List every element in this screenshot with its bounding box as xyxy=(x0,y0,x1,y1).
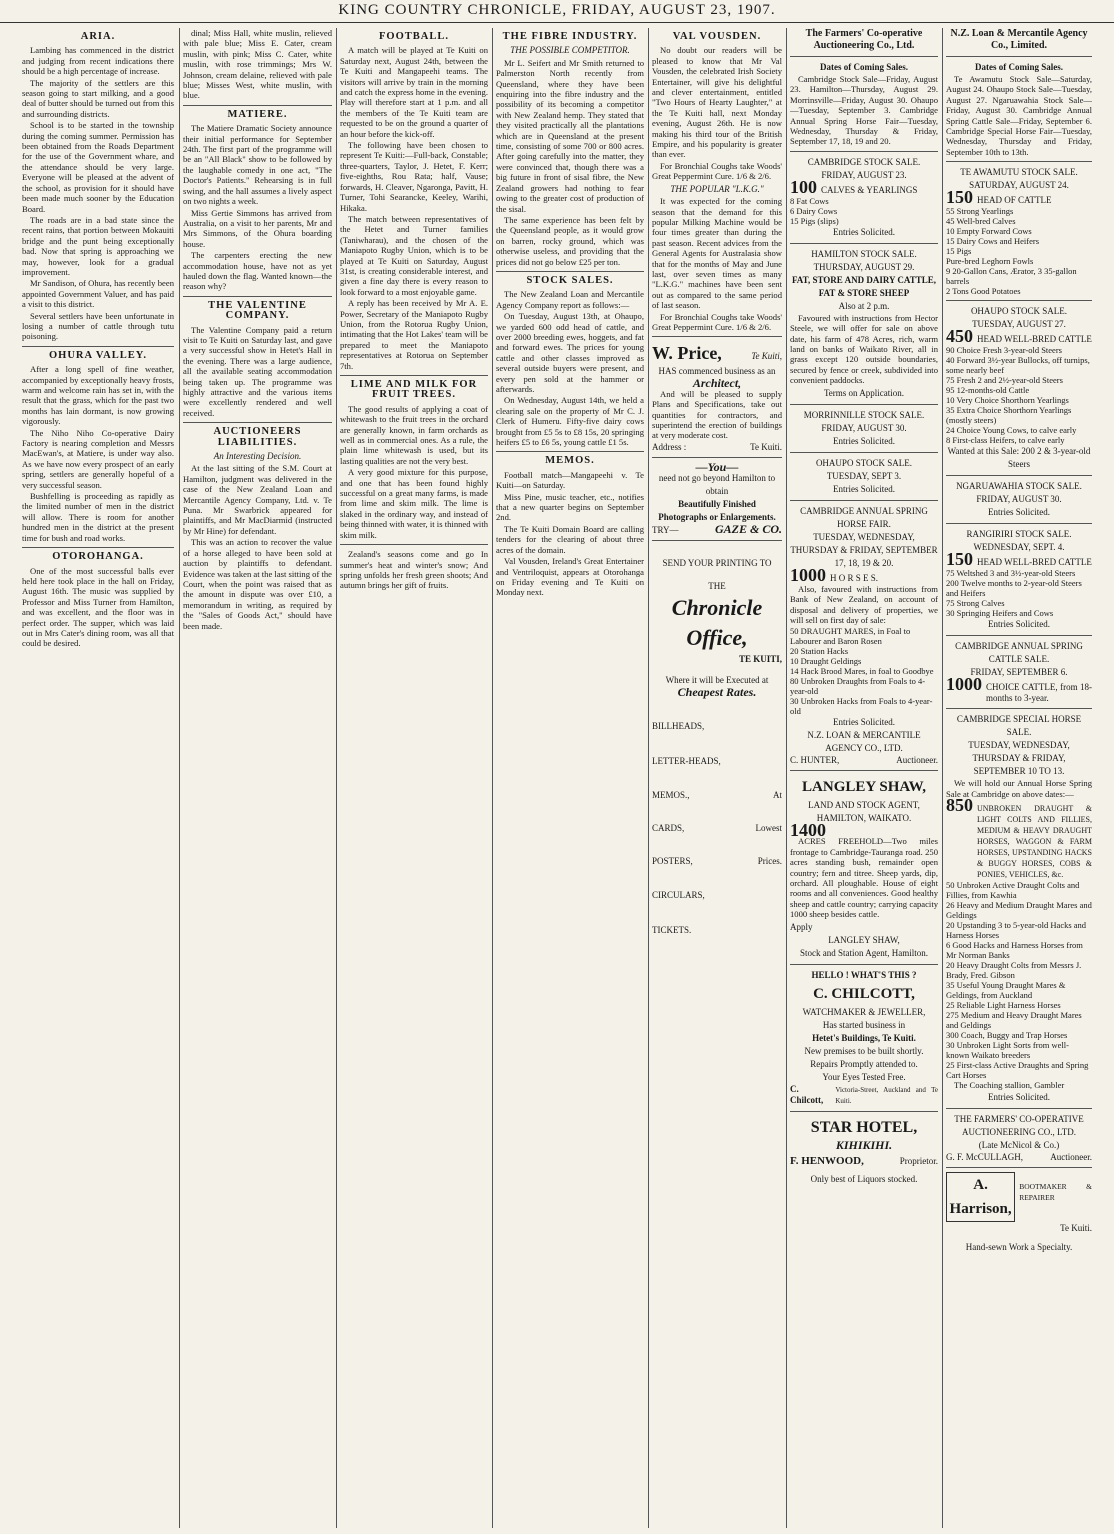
auctioneer-name: C. HUNTER, xyxy=(790,755,840,766)
headline-stock-sales: STOCK SALES. xyxy=(526,274,614,286)
article-paragraph: On Wednesday, August 14th, we held a clearing sale on the property of Mr C. J. Clerk of Humeru. Fifty-five dairy cows brought from £5 5s to £8 15s, 20 springing heifers £5 to £6 5s, young cattle £1 5s. xyxy=(496,395,644,448)
lot-item: 15 Pigs xyxy=(946,246,972,257)
lot-title: CALVES & YEARLINGS xyxy=(821,184,918,195)
headline-aria: ARIA. xyxy=(80,31,116,42)
sale-date: TUESDAY, WEDNESDAY, THURSDAY & FRIDAY, SEPTEMBER 17, 18, 19 & 20. xyxy=(790,531,938,568)
proprietor-title: Proprietor. xyxy=(899,1155,938,1166)
sale-heading: OHAUPO STOCK SALE. xyxy=(970,306,1068,317)
lot-item: 9 20-Gallon Cans, Ærator, 3 35-gallon barrels xyxy=(946,266,1077,287)
lot-item: 10 Very Choice Shorthorn Yearlings xyxy=(946,395,1069,406)
divider xyxy=(790,964,938,965)
lot-item: 35 Useful Young Draught Mares & Geldings, from Auckland xyxy=(946,980,1066,1001)
lot-item: 95 12-months-old Cattle xyxy=(946,385,1030,396)
divider xyxy=(946,475,1092,476)
advert-line: Also at 2 p.m. xyxy=(838,300,890,311)
lot-item: 75 Weltshed 3 and 3½-year-old Steers xyxy=(946,568,1076,579)
auctioneer-title: Auctioneer. xyxy=(896,755,938,766)
lot-item: 300 Coach, Buggy and Trap Horses xyxy=(946,1030,1068,1041)
lot-title: HEAD OF CATTLE xyxy=(977,195,1052,206)
chronicle-advert xyxy=(652,557,782,936)
article-paragraph: One of the most successful balls ever held here took place in the hall on Friday, August 16th. The music was supplied by Professor and Miss Turner from Hamilton, and was excellent, and the floor was in perfect order. The supper, which was laid out in Mrs Cater's dining room, was all that could be desired. xyxy=(22,565,174,649)
lot-title: FAT, STORE AND DAIRY CATTLE, FAT & STORE SHEEP xyxy=(791,274,937,298)
lot-item: Pure-bred Leghorn Fowls xyxy=(946,256,1034,267)
column-rule xyxy=(648,28,649,1528)
headline-val-vousden: VAL VOUSDEN. xyxy=(672,31,762,42)
divider xyxy=(496,271,644,272)
advert-line: —You— xyxy=(695,459,739,474)
article-paragraph: After a long spell of fine weather, accompanied by exceptionally heavy frosts, warm and welcome rain has set in, with the result that the grass, which for the past two months has lain dormant, is now growing vigorously. xyxy=(22,364,174,427)
column-rule xyxy=(942,28,943,1528)
lot-item: 10 Draught Geldings xyxy=(790,656,862,667)
headline-ohura-valley: OHURA VALLEY. xyxy=(48,349,147,361)
advert-item: LETTER-HEADS, xyxy=(652,755,721,766)
advertiser-name: THE FARMERS' CO-OPERATIVE AUCTIONEERING CO., LTD. xyxy=(954,1114,1084,1138)
advert-item: At xyxy=(773,789,782,800)
sale-date: TUESDAY, SEPT 3. xyxy=(826,470,902,481)
lot-item: 75 Strong Calves xyxy=(946,598,1005,609)
divider xyxy=(790,243,938,244)
divider xyxy=(946,523,1092,524)
article-paragraph: This was an action to recover the value of a horse alleged to have been sold at auction by plaintiffs to defendant. Evidence was taken at the last sitting of the Court, when the point was raised that as the amount in dispute was over £10, a memorandum in writing, as required by the "Sales of Goods Act," should have been made. xyxy=(183,537,332,631)
auctioneer-title: Auctioneer. xyxy=(1050,1152,1092,1163)
divider xyxy=(946,635,1092,636)
address-label: Address : xyxy=(652,441,687,452)
advert-line: WATCHMAKER & JEWELLER, xyxy=(802,1006,926,1017)
advert-line: BOOTMAKER & REPAIRER xyxy=(1019,1182,1092,1203)
lot-item: 26 Heavy and Medium Draught Mares and Geldings xyxy=(946,900,1092,921)
advert-body: Cambridge Stock Sale—Friday, August 23. Hamilton—Thursday, August 29. Morrinsville—Friday, August 30. Ohaupo—Tuesday, September 3. Cambridge Annual Spring Horse Fair—Tuesday, Wednesday, Thursday & Friday, September 17, 18, 19 and 20. xyxy=(790,74,938,147)
headline-auctioneers-liabilities: AUCTIONEERS LIABILITIES. xyxy=(213,426,302,448)
lot-item: 14 Hack Brood Mares, in foal to Goodbye xyxy=(790,666,934,677)
article-paragraph: dinal; Miss Hall, white muslin, relieved with pale blue; Miss E. Cater, cream muslin, with pink; Miss C. Cater, white muslin, with rose trimmings; Mrs W. Johnson, cream delaine, relieved with pale blue; Misses West, white muslin, with blue. xyxy=(183,28,332,101)
sale-heading: HAMILTON STOCK SALE. xyxy=(811,248,917,259)
lot-item: 35 Extra Choice Shorthorn Yearlings (mostly steers) xyxy=(946,405,1072,426)
divider xyxy=(790,452,938,453)
lot-item: 45 Well-bred Calves xyxy=(946,216,1016,227)
entries-solicited: Entries Solicited. xyxy=(988,507,1050,518)
advertiser-name: STAR HOTEL, xyxy=(810,1118,918,1136)
sale-heading: MORRINNILLE STOCK SALE. xyxy=(803,409,925,420)
entries-solicited: Entries Solicited. xyxy=(833,226,895,237)
price-advert xyxy=(652,341,782,452)
sale-heading: RANGIRIRI STOCK SALE. xyxy=(966,529,1072,540)
lot-item: 50 DRAUGHT MARES, in Foal to Labourer and Baron Rosen xyxy=(790,626,911,647)
sale-heading: CAMBRIDGE STOCK SALE. xyxy=(807,156,921,167)
entries-solicited: Entries Solicited. xyxy=(988,1092,1050,1103)
divider xyxy=(790,151,938,152)
lot-item: 80 Unbroken Draughts from Foals to 4-year-old xyxy=(790,676,926,697)
lot-count: 1000 xyxy=(790,564,826,585)
divider xyxy=(496,451,644,452)
article-paragraph: Football match—Mangapeehi v. Te Kuiti—on Saturday. xyxy=(496,469,644,491)
advertiser-name: LANGLEY SHAW, xyxy=(802,779,926,796)
advert-line: Apply xyxy=(790,921,813,932)
advert-line: LAND AND STOCK AGENT, HAMILTON, WAIKATO. xyxy=(808,800,920,824)
advert-item: Prices. xyxy=(757,855,782,866)
signature: C. Chilcott, xyxy=(790,1083,824,1105)
lot-item: 30 Springing Heifers and Cows xyxy=(946,608,1054,619)
lot-item: 200 Twelve months to 2-year-old Steers and Heifers xyxy=(946,578,1082,599)
advertiser-name: Chronicle xyxy=(671,595,763,621)
entries-solicited: Entries Solicited. xyxy=(833,435,895,446)
article-paragraph: Mr Sandison, of Ohura, has recently been appointed Government Valuer, and has paid a visit to this district. xyxy=(22,278,174,310)
sale-date: TUESDAY, AUGUST 27. xyxy=(972,319,1066,330)
article-paragraph: School is to be started in the township during the coming summer. Permission has been obtained from the Roads Department for the use of the Government whare, and the attendance should be very large. Everyone will be pleased at the advent of the school, as provision for it should have been made much sooner by the Education Board. xyxy=(22,120,174,214)
divider xyxy=(22,547,174,548)
advert-item: POSTERS, xyxy=(652,855,693,866)
advert-line: TRY— xyxy=(652,525,679,536)
advert-line: Photographs or Enlargements. xyxy=(658,512,776,523)
lot-item: 2 Tons Good Potatoes xyxy=(946,286,1021,297)
headline-valentine-company: THE VALENTINE COMPANY. xyxy=(208,299,307,322)
advert-item: CARDS, xyxy=(652,822,685,833)
divider xyxy=(790,770,938,771)
column-rule xyxy=(786,28,787,1528)
advert-body: ACRES FREEHOLD—Two miles frontage to Cambridge-Tauranga road. 250 acres standing bush, remainder open country; fern and titree. Sheep yards, dip, orchard. All ploughable. House of eight rooms and all conveniences. Good healthy sheep and cattle country; carrying capacity 1000 sheep besides cattle. xyxy=(790,836,938,920)
advert-line: Wanted at this Sale: 200 2 & 3-year-old Steers xyxy=(947,446,1091,470)
divider xyxy=(183,296,332,297)
advert-line: Your Eyes Tested Free. xyxy=(822,1071,906,1082)
article-paragraph: The roads are in a bad state since the recent rains, that portion between Mokauiti bridge and the punt being exceptionally bad. Now that spring is approaching we may, however, look for a gradual improvement. xyxy=(22,214,174,277)
sale-date: WEDNESDAY, SEPT. 4. xyxy=(973,542,1065,553)
headline-fibre-industry: THE FIBRE INDUSTRY. xyxy=(502,31,638,42)
advert-body: Also, favoured with instructions from Bank of New Zealand, on account of disposal and delivery of properties, we will sell on first day of sale: xyxy=(790,583,938,625)
article-paragraph: Miss Gertie Simmons has arrived from Australia, on a visit to her parents, Mr and Mrs Simmons, of the Ohura boarding house. xyxy=(183,207,332,249)
article-paragraph: The Niho Niho Co-operative Dairy Factory is nearing completion and Messrs MacEwan's, at Matiere, is under way also. As we have now every prospect of an early spring, settlers are generally hopeful of a very successful season. xyxy=(22,427,174,490)
sale-heading: CAMBRIDGE ANNUAL SPRING HORSE FAIR. xyxy=(800,505,928,529)
sale-heading: OHAUPO STOCK SALE. xyxy=(815,457,913,468)
column-3 xyxy=(340,28,488,1528)
advertiser-name: LANGLEY SHAW, xyxy=(828,934,900,945)
article-paragraph: The Te Kuiti Domain Board are calling tenders for the clearing of about three acres of the domain. xyxy=(496,523,644,555)
lot-title: CHOICE CATTLE, from 18-months to 3-year. xyxy=(986,682,1092,704)
lot-count: 450 xyxy=(946,326,973,347)
divider xyxy=(946,708,1092,709)
lot-item: 25 Reliable Light Harness Horses xyxy=(946,1000,1061,1011)
article-paragraph: The New Zealand Loan and Mercantile Agency Company report as follows:— xyxy=(496,289,644,310)
article-paragraph: Lambing has commenced in the district and judging from recent indications there should be a high percentage of increase. xyxy=(22,45,174,77)
advert-line: KIHIKIHI. xyxy=(835,1137,893,1152)
sale-heading: CAMBRIDGE SPECIAL HORSE SALE. xyxy=(956,714,1082,738)
article-paragraph: A match will be played at Te Kuiti on Saturday next, August 24th, between the Te Kuiti and Mangapeehi teams. The visitors will arrive by train in the morning and catch the express home in the evening. Play will therefore start at 1 p.m. and all the members of the Te Kuiti team are requested to be on the ground a quarter of an hour before the kick-off. xyxy=(340,45,488,139)
advert-item: TICKETS. xyxy=(652,924,692,935)
divider xyxy=(340,375,488,376)
advert-body: We will hold our Annual Horse Spring Sale at Cambridge on above dates:— xyxy=(946,778,1092,799)
sale-date: FRIDAY, AUGUST 23. xyxy=(821,169,907,180)
sale-date: THURSDAY, AUGUST 29. xyxy=(813,261,915,272)
lot-item: 15 Dairy Cows and Heifers xyxy=(946,236,1040,247)
advert-line: THE xyxy=(708,581,726,592)
advert-line: Terms on Application. xyxy=(823,387,905,398)
advert-body: Favoured with instructions from Hector Steele, we will offer for sale on above date, his farm of 478 Acres, rich, warm land on banks of Waikato River, all in grass except 120 outside boundaries, secured by fence or creek, subdivided into convenient paddocks. xyxy=(790,312,938,386)
gaze-advert xyxy=(652,459,782,537)
headline-matiere: MATIERE. xyxy=(227,108,288,120)
divider xyxy=(946,300,1092,301)
lot-count: 1000 xyxy=(946,674,982,695)
advert-line: Hetet's Buildings, Te Kuiti. xyxy=(812,1032,916,1043)
lot-item: 75 Fresh 2 and 2½-year-old Steers xyxy=(946,375,1063,386)
lot-item: 50 Unbroken Active Draught Colts and Fillies, from Kawhia xyxy=(946,880,1080,901)
lot-count: 100 xyxy=(790,176,817,197)
article-paragraph: The match between representatives of the Hetet and Turner families (Taniwharau), and the chosen of the Maniapoto Rugby Union, which is to be played at Te Kuiti on Saturday, August 31st, is creating considerable interest, and given a fine day there is every reason to look forward to a most enjoyable game. xyxy=(340,213,488,297)
sale-heading: NGARUAWAHIA STOCK SALE. xyxy=(956,481,1082,492)
subheadline: THE POSSIBLE COMPETITOR. xyxy=(510,45,630,56)
advertiser-name: C. CHILCOTT, xyxy=(813,985,915,1002)
headline-lime-and-milk: LIME AND MILK FOR FRUIT TREES. xyxy=(350,379,478,401)
advertiser-name: The Farmers' Co-operative Auctioneering Co., Ltd. xyxy=(805,28,923,51)
lot-title: H O R S E S. xyxy=(830,572,879,583)
sale-date: FRIDAY, SEPTEMBER 6. xyxy=(970,667,1068,678)
article-paragraph: On Tuesday, August 13th, at Ohaupo, we yarded 600 odd head of cattle, and over 2000 breeding ewes, hoggets, and fat and forward ewes. The prices for young cattle and other classes improved as several outside buyers were present, and every pen sold at the hammer or afterwards. xyxy=(496,311,644,394)
divider xyxy=(790,56,938,57)
proprietor-name: F. HENWOOD, xyxy=(790,1154,864,1167)
lot-item: 10 Empty Forward Cows xyxy=(946,226,1032,237)
divider xyxy=(946,161,1092,162)
lot-item: 20 Upstanding 3 to 5-year-old Hacks and Harness Horses xyxy=(946,920,1087,941)
headline-football: FOOTBALL. xyxy=(379,31,449,42)
column-2 xyxy=(183,28,332,1528)
article-paragraph: The same experience has been felt by the Queensland people, as it would grow on barren, rocky ground, which was otherwise useless, and providing that the prices did not go below £25 per ton. xyxy=(496,214,644,267)
article-paragraph: For Bronchial Coughs take Woods' Great Peppermint Cure. 1/6 & 2/6. xyxy=(652,160,782,182)
advert-line: HAS commenced business as an xyxy=(658,366,776,377)
divider xyxy=(652,457,782,458)
lot-item: 275 Medium and Heavy Draught Mares and Geldings xyxy=(946,1010,1082,1031)
advert-line: New premises to be built shortly. xyxy=(804,1045,924,1056)
address-value: Te Kuiti. xyxy=(750,441,782,452)
column-1 xyxy=(22,28,174,1528)
divider xyxy=(340,544,488,545)
divider xyxy=(652,336,782,337)
column-5 xyxy=(652,28,782,1528)
sale-date: TUESDAY, WEDNESDAY, THURSDAY & FRIDAY, SEPTEMBER 10 TO 13. xyxy=(968,740,1070,777)
article-paragraph: It was expected for the coming season that the demand for this popular Milking Machine would be four times greater than during the past season. Recent advices from the General Agents for Australasia show that for the months of May and June last, over seven times as many "L.K.G." machines have been sent out as compared to the same period of last season. xyxy=(652,196,782,311)
article-paragraph: The carpenters erecting the new accommodation house, have not as yet hauled down the flag. Wanted known—the reason why? xyxy=(183,250,332,292)
advert-line: Has started business in xyxy=(822,1019,906,1030)
advert-item: BILLHEADS, xyxy=(652,720,705,731)
advert-line: Hand-sewn Work a Specialty. xyxy=(965,1242,1073,1253)
divider xyxy=(652,540,782,541)
advert-body: Te Awamutu Stock Sale—Saturday, August 24. Ohaupo Stock Sale—Tuesday, August 27. Ngaruawahia Stock Sale—Friday, August 30. Cambridge Annual Spring Cattle Sale—Friday, September 6. Cambridge Special Horse Fair—Tuesday, Wednesday, Thursday and Friday, September 10th to 13th. xyxy=(946,74,1092,157)
entries-solicited: Entries Solicited. xyxy=(833,483,895,494)
divider xyxy=(183,422,332,423)
article-paragraph: Val Vousden, Ireland's Great Entertainer and Ventriloquist, appears at Otorohanga on Friday evening and Te Kuiti on Monday next. xyxy=(496,556,644,598)
article-paragraph: Miss Pine, music teacher, etc., notifies that a new quarter begins on September 2nd. xyxy=(496,491,644,523)
headline-memos: MEMOS. xyxy=(545,455,595,467)
lot-item: 20 Heavy Draught Colts from Messrs J. Brady, Fred. Gibson xyxy=(946,960,1082,981)
lot-count: 150 xyxy=(946,187,973,208)
lot-item: 40 Forward 3½-year Bullocks, off turnips, some nearly beef xyxy=(946,355,1090,376)
sale-date: SATURDAY, AUGUST 24. xyxy=(969,180,1069,191)
advert-line: SEND YOUR PRINTING TO xyxy=(662,558,772,569)
advert-line: Victoria-Street, Auckland and Te Kuiti. xyxy=(835,1085,938,1105)
lot-item: 6 Dairy Cows xyxy=(790,205,838,216)
advertiser-name: GAZE & CO. xyxy=(714,522,782,537)
advertiser-name: W. Price, xyxy=(652,343,722,364)
advertiser-name: Office, xyxy=(686,625,748,651)
column-rule xyxy=(336,28,337,1528)
advertiser-name: N.Z. LOAN & MERCANTILE AGENCY CO., LTD. xyxy=(807,730,921,754)
article-paragraph: No doubt our readers will be pleased to know that Mr Val Vousden, the celebrated Irish Society Entertainer, will give his delightful and clever entertainment, entitled "Two Hours of Hearty Laughter," at the Te Kuiti hall, next Monday evening, August 26th. He is now making his third tour of the British Empire, and his popularity is greater than ever. xyxy=(652,45,782,160)
article-paragraph: For Bronchial Coughs take Woods' Great Peppermint Cure. 1/6 & 2/6. xyxy=(652,311,782,332)
lot-title: HEAD WELL-BRED CATTLE xyxy=(977,334,1092,345)
article-paragraph: The good results of applying a coat of whitewash to the fruit trees in the orchard are generally known, in farm orchards as well as in commercial ones. As a rule, the plain lime whitewash is used, but its lasting qualities are not the very best. xyxy=(340,403,488,466)
subheadline: An Interesting Decision. xyxy=(213,451,302,462)
advert-line: need not go beyond Hamilton to obtain xyxy=(658,473,776,497)
advert-item: CIRCULARS, xyxy=(652,889,705,900)
article-paragraph: At the last sitting of the S.M. Court at Hamilton, judgment was delivered in the case of the New Zealand Loan and Mercantile Agency Company, Ltd. v. Te Puna. Mr Swarbrick appeared for plaintiffs, and Mr MacDiarmid (instructed by Mr Hine) for defendant. xyxy=(183,463,332,536)
advert-body: And will be pleased to supply Plans and Specifications, take out quantities for contractors, and superintend the erection of buildings at very moderate cost. xyxy=(652,388,782,441)
advert-line: (Late McNicol & Co.) xyxy=(978,1140,1060,1151)
article-paragraph: The majority of the settlers are this season going to start milking, and a good deal of butter should be turned out from this and surrounding districts. xyxy=(22,77,174,119)
advertiser-name: N.Z. Loan & Mercantile Agency Co., Limited. xyxy=(950,28,1088,51)
article-paragraph: Mr L. Seifert and Mr Smith returned to Palmerston North recently from Queensland, where they have been enquiring into the fibre industry and the possibility of its becoming a competitor with New Zealand hemp. They stated that they visited practically all the plantations which are in Queensland at the present time, consisting of some 700 or 800 acres. After going carefully into the matter, they were convinced that, though there was a big future in front of sisal fibre, the New Zealand growers had nothing to fear owing to the greater cost of production of the sisal. xyxy=(496,57,644,214)
subheadline-lkg: THE POPULAR "L.K.G." xyxy=(670,183,764,194)
column-6 xyxy=(790,28,938,1528)
advert-item: MEMOS., xyxy=(652,789,690,800)
article-paragraph: The Matiere Dramatic Society announce their initial performance for September 24th. The first part of the programme will be an "All Black" show to be followed by the laughable comedy in one act, "The Doctor's Patients." Rehearsing is in full swing, and the hall assumes a lively aspect on two nights a week. xyxy=(183,123,332,207)
advert-line: Where it will be Executed at xyxy=(665,675,769,686)
lot-count: 150 xyxy=(946,549,973,570)
advert-line: Repairs Promptly attended to. xyxy=(810,1058,918,1069)
lot-item: 6 Good Hacks and Harness Horses from Mr Norman Banks xyxy=(946,940,1083,961)
article-paragraph: Bushfelling is proceeding as rapidly as the limited number of men in the district will allow. There is room for another hundred men in the district at the present time for bush and road works. xyxy=(22,491,174,543)
advert-title: Architect, xyxy=(692,376,742,391)
advert-line: Te Kuiti. xyxy=(1060,1223,1092,1234)
column-rule xyxy=(492,28,493,1528)
advert-line: Stock and Station Agent, Hamilton. xyxy=(800,947,928,958)
advert-line: HELLO ! WHAT'S THIS ? xyxy=(811,969,917,980)
sale-heading: TE AWAMUTU STOCK SALE. xyxy=(960,167,1078,178)
lot-item: 24 Choice Young Cows, to calve early xyxy=(946,425,1077,436)
lot-item: 20 Station Hacks xyxy=(790,646,849,657)
article-paragraph: A very good mixture for this purpose, and one that has been found highly successful on a great many farms, is made from lime and skim milk. The lime is slaked in the ordinary way, and instead of being thinned with water, it is thinned with skim milk. xyxy=(340,467,488,540)
sale-heading: CAMBRIDGE ANNUAL SPRING CATTLE SALE. xyxy=(955,641,1083,665)
section-heading: Dates of Coming Sales. xyxy=(820,62,908,72)
article-paragraph: The Valentine Company paid a return visit to Te Kuiti on Saturday last, and gave a very successful show in Hetet's Hall in the evening. There was a large audience, all the available seating accommodation being taken up. The programme was highly attractive and the various items were excellently rendered and well received. xyxy=(183,324,332,418)
advert-line: Beautifully Finished xyxy=(678,499,756,510)
advert-line: Cheapest Rates. xyxy=(677,685,757,700)
lot-item: 55 Strong Yearlings xyxy=(946,206,1014,217)
lot-item: 15 Pigs (slips) xyxy=(790,215,839,226)
column-4 xyxy=(496,28,644,1528)
section-heading: Dates of Coming Sales. xyxy=(975,62,1063,72)
divider xyxy=(946,56,1092,57)
advertiser-name: A. Harrison, xyxy=(946,1172,1015,1222)
advert-line: TE KUITI, xyxy=(738,654,782,665)
advertiser-town: Te Kuiti, xyxy=(751,351,782,362)
column-7 xyxy=(946,28,1092,1528)
lot-item: 25 First-class Active Draughts and Spring Cart Horses xyxy=(946,1060,1089,1081)
article-paragraph: Several settlers have been unfortunate in losing a number of cattle through tutu poisoning. xyxy=(22,310,174,342)
acreage: 1400 xyxy=(790,820,826,841)
advert-item: Lowest xyxy=(755,822,782,833)
headline-otorohanga: OTOROHANGA. xyxy=(52,551,144,563)
lot-count: 850 xyxy=(946,795,973,816)
divider xyxy=(946,1167,1092,1168)
sale-date: FRIDAY, AUGUST 30. xyxy=(821,422,907,433)
divider xyxy=(183,105,332,106)
divider xyxy=(946,1108,1092,1109)
entries-solicited: Entries Solicited. xyxy=(988,619,1050,630)
auctioneer-name: G. F. McCULLAGH, xyxy=(946,1152,1024,1163)
lot-item: 8 Fat Cows xyxy=(790,195,829,206)
lot-item: 8 First-class Heifers, to calve early xyxy=(946,435,1065,446)
lot-item: 30 Unbroken Light Sorts from well-known Waikato breeders xyxy=(946,1040,1069,1061)
divider xyxy=(790,404,938,405)
masthead: KING COUNTRY CHRONICLE, FRIDAY, AUGUST 23, 1907. xyxy=(0,0,1114,23)
article-paragraph: A reply has been received by Mr A. E. Power, Secretary of the Maniapoto Rugby Union, from the Rotorua Rugby Union, intimating that the Hot Lakes' team will be prepared to meet the Maniapoto representatives at Rotorua on September 7th. xyxy=(340,298,488,371)
article-paragraph: The following have been chosen to represent Te Kuiti:—Full-back, Constable; three-quarters, Taylor, J. Hetet, F. Kerr; five-eighths, Rou Rata; half, Vause; forwards, H. Cleaver, Ngaronga, Pavitt, H. Turner, Tohi Searancke, Keeley, Warihi, Hikaka. xyxy=(340,140,488,213)
column-rule xyxy=(179,28,180,1528)
lot-item: 90 Choice Fresh 3-year-old Steers xyxy=(946,345,1062,356)
lot-title: HEAD WELL-BRED CATTLE xyxy=(977,557,1092,568)
poem: Zealand's seasons come and go In summer's heat and winter's snow; And spring unfolds her fresh green shoots; And autumn brings her gift of fruits. xyxy=(340,549,488,591)
lot-item: 30 Unbroken Hacks from Foals to 4-year-old xyxy=(790,696,933,717)
sale-date: FRIDAY, AUGUST 30. xyxy=(976,494,1062,505)
advert-line: Only best of Liquors stocked. xyxy=(810,1173,918,1184)
divider xyxy=(790,500,938,501)
divider xyxy=(22,346,174,347)
advert-body: The Coaching stallion, Gambler xyxy=(954,1080,1065,1091)
divider xyxy=(790,1111,938,1112)
entries-solicited: Entries Solicited. xyxy=(833,717,895,728)
lot-title: UNBROKEN DRAUGHT & LIGHT COLTS AND FILLIES, MEDIUM & HEAVY DRAUGHT HORSES, WAGGON & FARM HORSES, UPSTANDING HACKS & BUGGY HORSES, COBS & PONIES, VEHICLES, &c. xyxy=(977,804,1092,880)
